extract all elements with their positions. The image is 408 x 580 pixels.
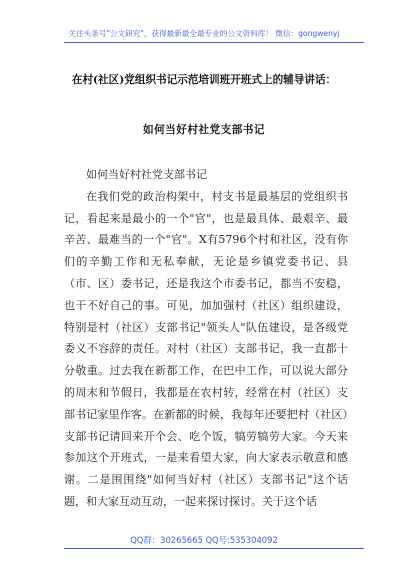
header-banner: 关注头条号"公文研究"，获得最新最全最专业的公文资料库！ 微信：gongwenyj <box>68 29 340 38</box>
footer-contact: QQ群：30265665 QQ号:535304092 <box>130 535 278 545</box>
body-lead: 如何当好村社党支部书记 <box>86 168 207 181</box>
body-paragraph: 在我们党的政治构架中，村支书是最基层的党组织书记，看起来是最小的一个"官"，也是最具体、最艰辛、最辛苦、最难当的一个"官"。X有5796个村和社区，没有你们的辛勤工作和无私奉献，无论是乡镇党委书记、县（市、区）委书记，还是我这个市委书记，都当不安稳，也干不好自己的事。可见，加加强村（社区）组织建设，特别是村（社区）支部书记"领头人"队伍建设，是各级党委义不容辞的责任。对村（社区）支部书记，我一直都十分敬重。过去我在新都工作，在巴中工作，可以说大部分的周末和节假日，我都是在农村转，经常在村（社区）支部书记家里作客。在新都的时候，我每年还要把村（社区）支部书记请回来开个会、吃个饭，犒劳犒劳大家。今天来参加这个开班式，一是来看望大家，向大家表示敬意和感谢。二是围围绕"如何当好村（社区）支部书记"这个话题，和大家互动互动，一起来探讨探讨。关于这个话 <box>64 189 348 508</box>
document-title: 在村(社区)党组织书记示范培训班开班式上的辅导讲话： <box>71 74 337 86</box>
footer-divider <box>64 548 364 549</box>
document-subtitle: 如何当好村社党支部书记 <box>142 124 266 136</box>
header-divider <box>64 42 364 43</box>
document-body <box>64 164 348 513</box>
